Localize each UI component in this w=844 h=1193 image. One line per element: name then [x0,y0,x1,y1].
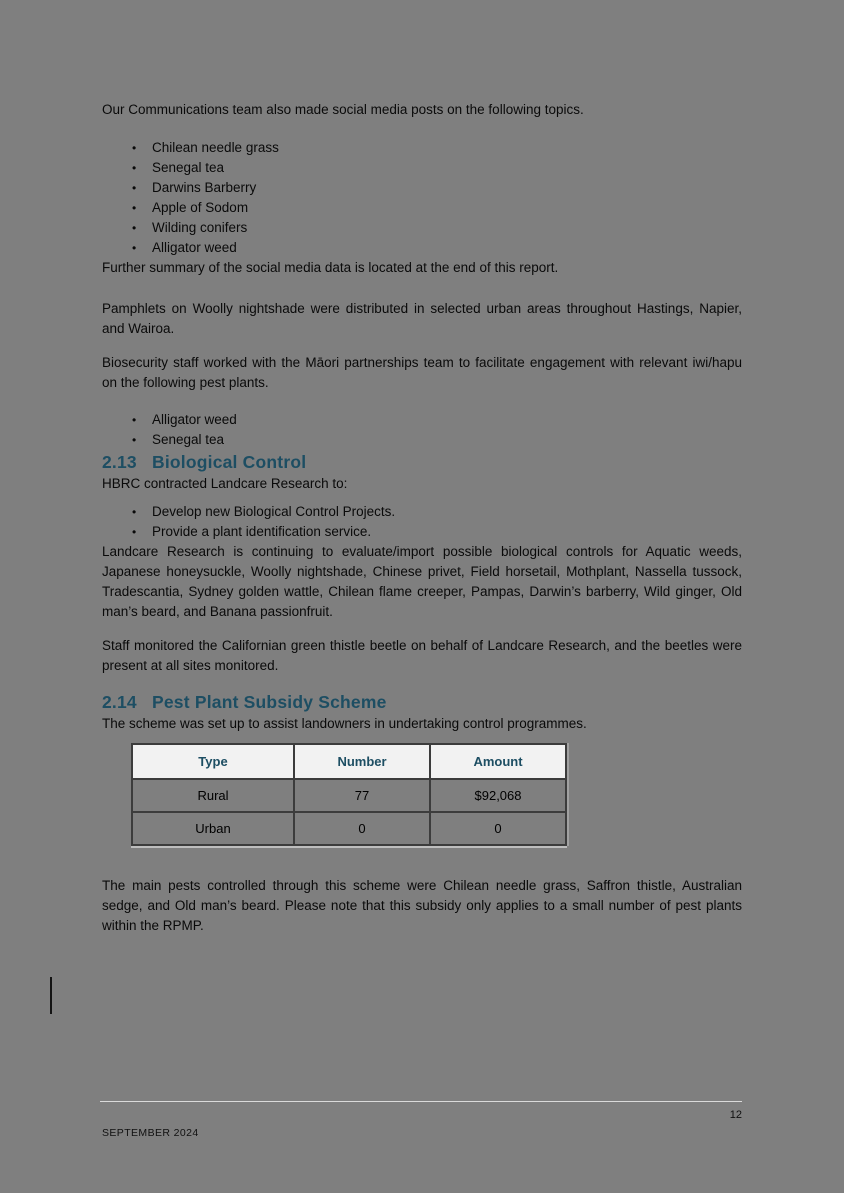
list-item: • Senegal tea [102,158,742,178]
subsidy-scheme-table [131,743,567,846]
footer-date: SEPTEMBER 2024 [102,1127,199,1139]
hbrc-items-list [102,502,742,542]
section-title: Biological Control [152,452,307,472]
column-header-amount: Amount [430,744,566,779]
list-item: • Wilding conifers [102,218,742,238]
cell-number: 77 [294,779,430,812]
list-item: • Apple of Sodom [102,198,742,218]
document-body [102,100,742,936]
paragraph-scheme-purpose: The scheme was set up to assist landowners in undertaking control programmes. [102,716,587,731]
paragraph-landcare-research: Landcare Research is continuing to evaluate/import possible biological controls for Aquatic weeds, Japanese honeysuckle, Woolly nightshade, Chinese privet, Field horsetail, Mothplant, Nassella tussock, Tradescantia, Sydney golden wattle, Chilean flame creeper, Pampas, Darwin’s barberry, Wild ginger, Old man’s beard, and Banana passionfruit. [102,544,742,619]
paragraph-further-summary: Further summary of the social media data is located at the end of this report. [102,260,559,275]
column-header-number: Number [294,744,430,779]
revision-change-bar [50,977,52,1014]
list-item: • Alligator weed [102,238,742,258]
table-body [132,779,566,845]
paragraph-hbrc-contracted: HBRC contracted Landcare Research to: [102,476,348,491]
list-item: • Provide a plant identification service. [102,522,742,542]
cell-amount: $92,068 [430,779,566,812]
table-row-rural [132,779,566,812]
section-heading-2-14 [102,690,742,714]
section-title: Pest Plant Subsidy Scheme [152,692,387,712]
list-item: • Senegal tea [102,430,742,450]
cell-amount: 0 [430,812,566,845]
section-number: 2.14 [102,692,137,712]
iwi-pest-plants-list [102,410,742,450]
cell-number: 0 [294,812,430,845]
footer-divider [100,1101,742,1102]
page-number: 12 [729,1109,742,1121]
list-item: • Darwins Barberry [102,178,742,198]
list-item: • Chilean needle grass [102,138,742,158]
section-number: 2.13 [102,452,137,472]
column-header-type: Type [132,744,294,779]
table-header [132,744,566,779]
cell-type: Rural [132,779,294,812]
table-row-urban [132,812,566,845]
section-heading-2-13 [102,450,742,474]
list-item: • Develop new Biological Control Projects. [102,502,742,522]
list-item: • Alligator weed [102,410,742,430]
table-header-row [132,744,566,779]
paragraph-social-media-intro: Our Communications team also made social media posts on the following topics. [102,102,584,117]
paragraph-pamphlets: Pamphlets on Woolly nightshade were distributed in selected urban areas throughout Hastings, Napier, and Wairoa. [102,301,742,336]
paragraph-thistle-beetle: Staff monitored the Californian green thistle beetle on behalf of Landcare Research, and the beetles were present at all sites monitored. [102,638,742,673]
cell-type: Urban [132,812,294,845]
paragraph-main-pests: The main pests controlled through this scheme were Chilean needle grass, Saffron thistle, Australian sedge, and Old man’s beard. Please note that this subsidy only applies to a small number of pest plants within the RPMP. [102,878,742,933]
social-media-topics-list [102,138,742,258]
paragraph-biosecurity-maori: Biosecurity staff worked with the Māori partnerships team to facilitate engagement with relevant iwi/hapu on the following pest plants. [102,355,742,390]
